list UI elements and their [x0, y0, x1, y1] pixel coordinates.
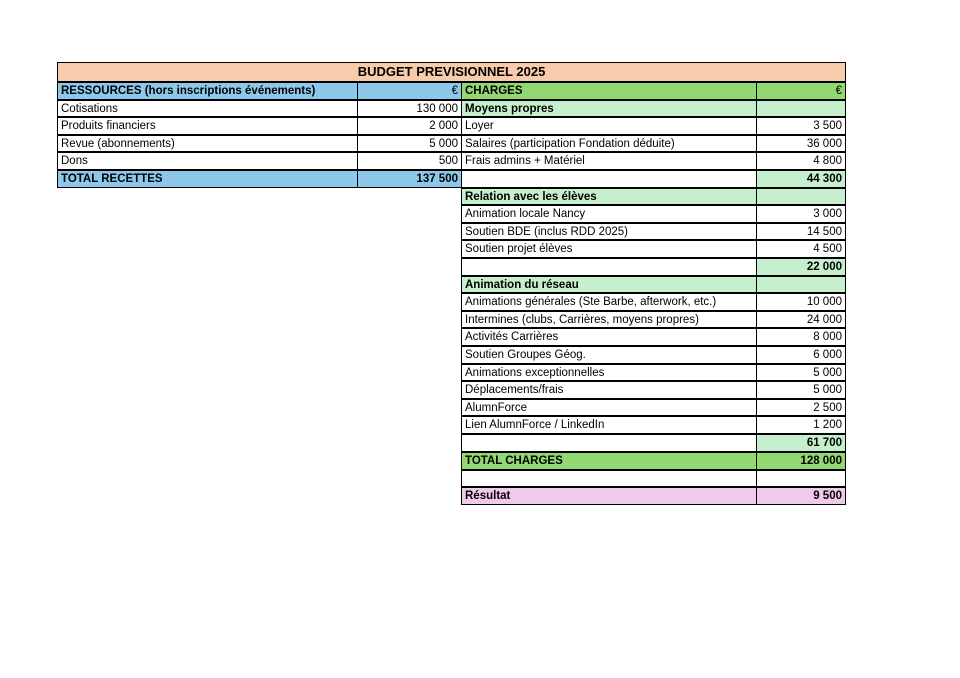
ressource-value: 5 000 — [357, 135, 462, 153]
table-row — [461, 311, 846, 329]
table-row — [461, 223, 846, 241]
table-row — [461, 293, 846, 311]
ressources-header: RESSOURCES (hors inscriptions événements) — [57, 82, 358, 100]
charge-value: 24 000 — [756, 311, 846, 329]
resultat-value: 9 500 — [756, 487, 846, 505]
subtotal-blank — [461, 434, 757, 452]
table-row — [57, 152, 846, 170]
ressource-label: Cotisations — [57, 100, 358, 118]
section-title: Animation du réseau — [461, 276, 757, 294]
ressource-label: Revue (abonnements) — [57, 135, 358, 153]
total-recettes-value: 137 500 — [357, 170, 462, 188]
charge-value: 4 500 — [756, 240, 846, 258]
ressource-value: 130 000 — [357, 100, 462, 118]
section-title: Moyens propres — [461, 100, 757, 118]
table-row — [461, 258, 846, 276]
charge-label: Soutien Groupes Géog. — [461, 346, 757, 364]
table-row — [461, 399, 846, 417]
section-title-value — [756, 276, 846, 294]
charge-label: Activités Carrières — [461, 328, 757, 346]
charge-value: 3 500 — [756, 117, 846, 135]
charge-label: Salaires (participation Fondation déduite) — [461, 135, 757, 153]
charge-label: Soutien projet élèves — [461, 240, 757, 258]
table-row — [461, 416, 846, 434]
charge-label: Animations exceptionnelles — [461, 364, 757, 382]
charge-value: 1 200 — [756, 416, 846, 434]
charge-value: 5 000 — [756, 381, 846, 399]
charge-label: Loyer — [461, 117, 757, 135]
charge-label: Animations générales (Ste Barbe, afterwork, etc.) — [461, 293, 757, 311]
section-title-value — [756, 100, 846, 118]
charge-value: 6 000 — [756, 346, 846, 364]
total-charges-label: TOTAL CHARGES — [461, 452, 757, 470]
table-row — [57, 117, 846, 135]
table-row — [461, 434, 846, 452]
subtotal-blank — [461, 258, 757, 276]
table-row — [461, 364, 846, 382]
blank-cell — [461, 470, 757, 488]
charge-label: Déplacements/frais — [461, 381, 757, 399]
section-title: Relation avec les élèves — [461, 188, 757, 206]
charge-label: Intermines (clubs, Carrières, moyens propres) — [461, 311, 757, 329]
charge-value: 5 000 — [756, 364, 846, 382]
ressource-label: Dons — [57, 152, 358, 170]
budget-title: BUDGET PREVISIONNEL 2025 — [57, 62, 846, 82]
charge-value: 36 000 — [756, 135, 846, 153]
ressource-label: Produits financiers — [57, 117, 358, 135]
ressource-value: 500 — [357, 152, 462, 170]
ressource-value: 2 000 — [357, 117, 462, 135]
charges-currency: € — [756, 82, 846, 100]
charge-value: 10 000 — [756, 293, 846, 311]
charge-value: 2 500 — [756, 399, 846, 417]
total-recettes-label: TOTAL RECETTES — [57, 170, 358, 188]
subtotal-value: 44 300 — [756, 170, 846, 188]
table-row — [461, 452, 846, 470]
table-row — [461, 188, 846, 206]
table-row — [461, 346, 846, 364]
section-title-value — [756, 188, 846, 206]
header-row — [57, 82, 846, 100]
ressources-currency: € — [357, 82, 462, 100]
charge-value: 3 000 — [756, 205, 846, 223]
table-row — [461, 328, 846, 346]
charge-value: 4 800 — [756, 152, 846, 170]
table-row — [461, 381, 846, 399]
charge-value: 8 000 — [756, 328, 846, 346]
table-row — [57, 135, 846, 153]
table-row — [461, 276, 846, 294]
charge-value: 14 500 — [756, 223, 846, 241]
subtotal-value: 22 000 — [756, 258, 846, 276]
total-charges-value: 128 000 — [756, 452, 846, 470]
table-row — [461, 487, 846, 505]
table-row — [461, 240, 846, 258]
table-row — [461, 205, 846, 223]
charges-header: CHARGES — [461, 82, 757, 100]
charge-label: Lien AlumnForce / LinkedIn — [461, 416, 757, 434]
table-row — [57, 100, 846, 118]
resultat-label: Résultat — [461, 487, 757, 505]
table-row — [461, 470, 846, 488]
charge-label: Animation locale Nancy — [461, 205, 757, 223]
blank-cell — [756, 470, 846, 488]
subtotal-value: 61 700 — [756, 434, 846, 452]
charge-label: Frais admins + Matériel — [461, 152, 757, 170]
charge-label: AlumnForce — [461, 399, 757, 417]
table-row — [57, 170, 846, 188]
charge-label: Soutien BDE (inclus RDD 2025) — [461, 223, 757, 241]
subtotal-blank — [461, 170, 757, 188]
